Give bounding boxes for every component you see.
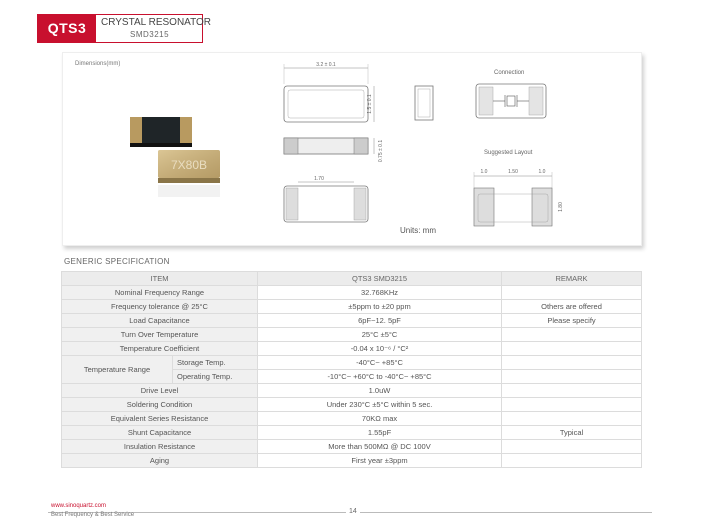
table-row xyxy=(62,286,642,300)
row-remark xyxy=(502,370,642,384)
layout-right: 1.0 xyxy=(538,169,546,175)
table-row xyxy=(62,384,642,398)
row-value: 70KΩ max xyxy=(258,412,502,426)
table-row xyxy=(62,300,642,314)
dim-height: 0.75 ± 0.1 xyxy=(378,139,384,163)
row-remark xyxy=(502,440,642,454)
row-value: 32.768KHz xyxy=(258,286,502,300)
row-item: Nominal Frequency Range xyxy=(62,286,258,300)
table-header-row xyxy=(62,272,642,286)
row-value: -10°C~ +60°C to -40°C~ +85°C xyxy=(258,370,502,384)
chip-marking: 7X80B xyxy=(170,158,208,172)
spec-table xyxy=(61,271,642,468)
layout-pad-left xyxy=(474,188,494,226)
row-remark xyxy=(502,342,642,356)
row-subitem: Operating Temp. xyxy=(173,370,258,384)
row-item: Shunt Capacitance xyxy=(62,426,258,440)
row-value: 25°C ±5°C xyxy=(258,328,502,342)
row-value: More than 500MΩ @ DC 100V xyxy=(258,440,502,454)
units-label: Units: mm xyxy=(400,226,436,235)
page-number: 14 xyxy=(346,508,360,515)
footer-url[interactable]: www.sinoquartz.com xyxy=(51,503,107,509)
row-remark xyxy=(502,286,642,300)
header-remark: REMARK xyxy=(502,272,642,286)
chip-front-image xyxy=(158,150,220,197)
row-remark xyxy=(502,356,642,370)
row-remark xyxy=(502,384,642,398)
row-item: Load Capacitance xyxy=(62,314,258,328)
row-value: Under 230°C ±5°C within 5 sec. xyxy=(258,398,502,412)
table-row xyxy=(62,454,642,468)
row-subitem: Storage Temp. xyxy=(173,356,258,370)
row-value: ±5ppm to ±20 ppm xyxy=(258,300,502,314)
row-item: Equivalent Series Resistance xyxy=(62,412,258,426)
header-model: QTS3 SMD3215 xyxy=(258,272,502,286)
chip-back-image xyxy=(130,117,192,147)
table-row xyxy=(62,398,642,412)
row-remark xyxy=(502,412,642,426)
row-item: Soldering Condition xyxy=(62,398,258,412)
row-item: Turn Over Temperature xyxy=(62,328,258,342)
dimensions-label: Dimensions(mm) xyxy=(75,61,121,67)
dim-width: 1.5 ± 0.1 xyxy=(367,94,373,114)
layout-pad-right xyxy=(532,188,552,226)
connection-diagram xyxy=(472,80,552,125)
row-item: Temperature Coefficient xyxy=(62,342,258,356)
table-row xyxy=(62,328,642,342)
product-title: CRYSTAL RESONATOR xyxy=(101,17,212,28)
row-value: 6pF~12. 5pF xyxy=(258,314,502,328)
row-remark xyxy=(502,398,642,412)
table-row xyxy=(62,342,642,356)
spec-title: GENERIC SPECIFICATION xyxy=(64,257,170,266)
row-item: Insulation Resistance xyxy=(62,440,258,454)
row-item: Temperature Range xyxy=(62,356,173,384)
table-row xyxy=(62,426,642,440)
row-item: Frequency tolerance @ 25°C xyxy=(62,300,258,314)
table-row xyxy=(62,412,642,426)
row-remark: Please specify xyxy=(502,314,642,328)
table-row xyxy=(62,440,642,454)
row-value: 1.55pF xyxy=(258,426,502,440)
dim-pad: 1.70 xyxy=(314,176,324,182)
layout-left: 1.0 xyxy=(480,169,488,175)
row-value: -40°C~ +85°C xyxy=(258,356,502,370)
row-remark xyxy=(502,328,642,342)
end-view xyxy=(410,84,440,124)
product-subtitle: SMD3215 xyxy=(130,30,170,39)
dim-length: 3.2 ± 0.1 xyxy=(316,62,336,68)
product-code: QTS3 xyxy=(38,15,96,42)
row-item: Aging xyxy=(62,454,258,468)
product-badge xyxy=(37,14,212,43)
layout-mid: 1.50 xyxy=(508,169,518,175)
row-remark: Typical xyxy=(502,426,642,440)
layout-height: 1.80 xyxy=(558,202,564,212)
suggested-layout-label: Suggested Layout xyxy=(484,150,533,156)
top-view-outline xyxy=(284,86,368,122)
row-value: First year ±3ppm xyxy=(258,454,502,468)
row-item: Drive Level xyxy=(62,384,258,398)
row-remark: Others are offered xyxy=(502,300,642,314)
row-value: -0.04 x 10⁻⁶ / °C² xyxy=(258,342,502,356)
connection-label: Connection xyxy=(494,70,525,76)
outline-drawings xyxy=(270,56,400,236)
row-remark xyxy=(502,454,642,468)
footer-slogan: Best Frequency & Best Service xyxy=(51,512,135,518)
suggested-layout-diagram xyxy=(466,160,566,235)
crystal-photo xyxy=(120,105,230,200)
table-row xyxy=(62,314,642,328)
row-value: 1.0uW xyxy=(258,384,502,398)
header-item: ITEM xyxy=(62,272,258,286)
table-row xyxy=(62,356,642,370)
